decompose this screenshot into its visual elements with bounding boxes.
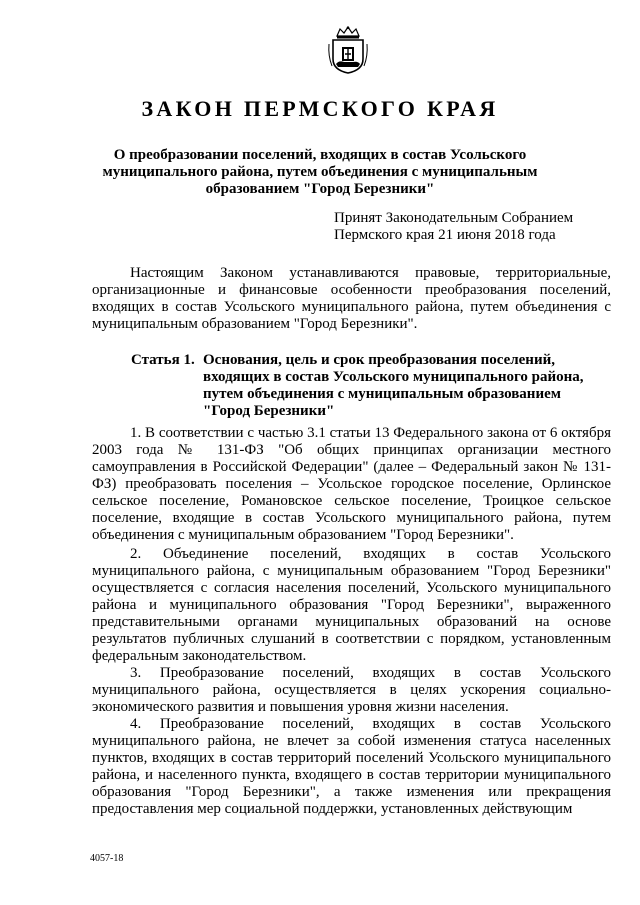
article-1-heading (131, 352, 611, 420)
article-1-paragraph-3: 3. Преобразование поселений, входящих в состав Усольского муниципального района, осуществляется в целях ускорения социально-экономического развития и повышения уровня жизни населения. (92, 665, 611, 715)
preamble-paragraph: Настоящим Законом устанавливаются правовые, территориальные, организационные и финансовые особенности преобразования поселений, входящих в состав Усольского муниципального района, путем объединения с муниципальным образованием "Город Березники". (92, 265, 611, 332)
article-1-label: Статья 1. (131, 352, 195, 368)
article-1-paragraph-2: 2. Объединение поселений, входящих в состав Усольского муниципального района, с муниципальным образованием "Город Березники" осуществляется с согласия населения поселений, Усольского муниципального района и муниципального образования "Город Березники", выраженного представительными органами муниципальных образований на основе результатов публичных слушаний в соответствии с порядком, установленным федеральным законодательством. (92, 546, 611, 664)
adoption-line-1: Принят Законодательным Собранием (334, 210, 574, 226)
adoption-note (334, 210, 624, 244)
article-1-paragraph-1: 1. В соответствии с частью 3.1 статьи 13 Федерального закона от 6 октября 2003 года № 131-ФЗ "Об общих принципах организации местного самоуправления в Российской Федерации" (далее – Федеральный закон № 131-ФЗ) преобразовать поселения – Усольское городское поселение, Орлинское сельское поселение, Романовское сельское поселение, Троицкое сельское поселение, входящие в состав Усольского муниципального района, путем объединения с муниципальным образованием "Город Березники". (92, 425, 611, 543)
perm-krai-coat-of-arms-icon (327, 26, 369, 74)
adoption-line-2: Пермского края 21 июня 2018 года (334, 227, 556, 243)
document-code: 4057-18 (90, 853, 124, 864)
article-1-title: Основания, цель и срок преобразования поселений, входящих в состав Усольского муниципального района, путем объединения с муниципальным образованием "Город Березники" (203, 352, 584, 419)
law-subtitle: О преобразовании поселений, входящих в состав Усольского муниципального района, путем объединения с муниципальным образованием "Город Березники" (102, 147, 538, 197)
article-1-paragraph-4: 4. Преобразование поселений, входящих в состав Усольского муниципального района, не влечет за собой изменения статуса населенных пунктов, входящих в состав территорий поселений Усольского муниципального района, и населенного пункта, входящего в состав территории муниципального образования "Город Березники", а также изменения или прекращения предоставления мер социальной поддержки, установленных действующим (92, 716, 611, 817)
law-title: ЗАКОН ПЕРМСКОГО КРАЯ (141, 96, 499, 121)
